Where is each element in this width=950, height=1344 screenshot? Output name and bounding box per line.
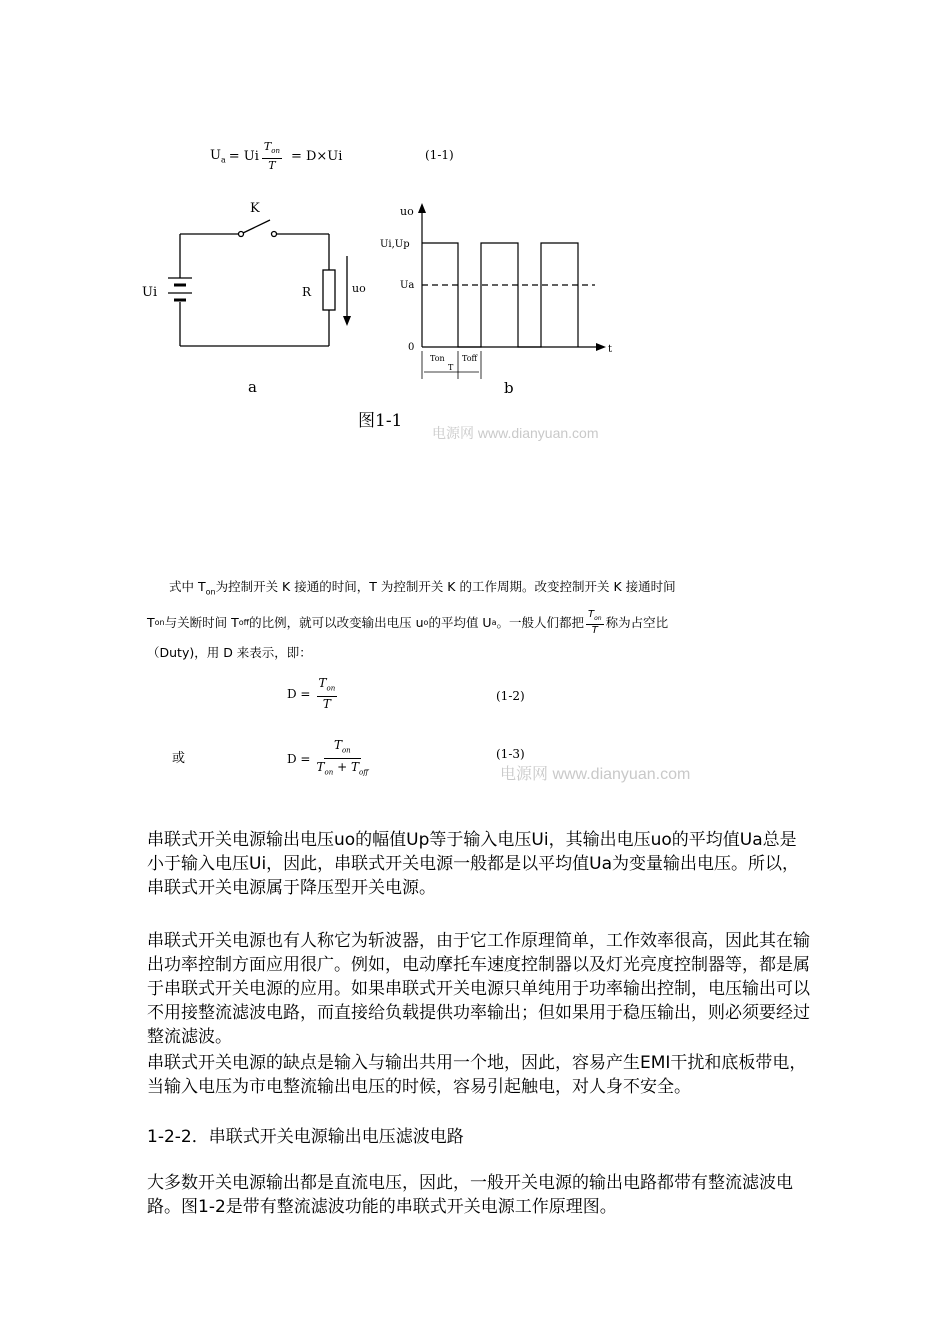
level-avg-label: Ua xyxy=(400,280,415,291)
output-arrow-head xyxy=(343,316,351,326)
paragraph-2: 串联式开关电源也有人称它为斩波器，由于它工作原理简单，工作效率很高，因此其在输出功率控制方面应用很广。例如，电动摩托车速度控制器以及灯光亮度控制器等，都是属于串联式开关电源的应用。如果串联式开关电源只单纯用于功率输出控制，电压输出可以不用接整流滤波电路，而直接给负载提供功率输出；但如果用于稳压输出，则必须要经过整流滤波。 xyxy=(147,931,810,1047)
y-axis-label: uo xyxy=(400,205,414,218)
y-axis-arrow xyxy=(418,203,426,213)
switch-blade xyxy=(243,220,270,233)
formula-rhs: = D×Ui xyxy=(290,148,343,164)
x-axis-label: t xyxy=(608,344,613,355)
formula-number: (1-1) xyxy=(425,148,454,162)
formula-1-2-number: (1-2) xyxy=(496,689,525,703)
explanation-text xyxy=(147,572,707,668)
toff-label: Toff xyxy=(462,354,478,363)
formula-fraction: $\frac{T_{on}}{T}$ xyxy=(263,140,280,173)
formula-1-2-fraction: $\frac{T_{on}}{T}$ xyxy=(318,676,336,712)
waveform-diagram xyxy=(370,195,630,400)
formula-lhs: $U_a$ xyxy=(210,147,226,165)
pulse-waveform xyxy=(422,243,578,347)
caption-a: a xyxy=(248,378,257,396)
ton-label: Ton xyxy=(430,354,445,363)
switch-contact-right xyxy=(272,232,277,237)
source-label: Ui xyxy=(142,285,158,300)
section-heading: 1-2-2．串联式开关电源输出电压滤波电路 xyxy=(147,1127,464,1147)
output-label: uo xyxy=(352,282,366,295)
formula-1-3-number: (1-3) xyxy=(496,747,525,761)
circuit-diagram xyxy=(130,190,370,400)
formula-1-3: D = $\frac{T_{on}}{T_{on} + T_{off}}$ xyxy=(287,737,368,781)
inline-fraction: $\frac{T_{on}}{T}$ xyxy=(587,609,602,636)
explanation-line-3: （Duty)，用 D 来表示，即： xyxy=(147,644,312,660)
watermark: 电源网 www.dianyuan.com xyxy=(432,425,599,441)
paragraph-1: 串联式开关电源输出电压uo的幅值Up等于输入电压Ui，其输出电压uo的平均值Ua总是小于输入电压Ui，因此，串联式开关电源一般都是以平均值Ua为变量输出电压。所以，串联式开关电源属于降压型开关电源。 xyxy=(147,830,800,898)
watermark-2: 电源网 www.dianyuan.com xyxy=(500,766,691,783)
formula-1-1 xyxy=(210,140,342,172)
formula-eq: = Ui xyxy=(228,148,259,164)
caption-b: b xyxy=(504,379,514,397)
formula-1-3-fraction: $\frac{T_{on}}{T_{on} + T_{off}}$ xyxy=(316,738,369,777)
x-axis-arrow xyxy=(596,343,606,351)
origin-label: 0 xyxy=(408,342,415,353)
final-paragraph: 大多数开关电源输出都是直流电压，因此，一般开关电源的输出电路都带有整流滤波电路。图1-2是带有整流滤波功能的串联式开关电源工作原理图。 xyxy=(147,1173,793,1217)
level-high-label: Ui,Up xyxy=(380,239,410,250)
resistor-label: R xyxy=(302,285,312,299)
switch-label: K xyxy=(250,201,260,216)
formula-1-3-prefix: 或 xyxy=(172,751,186,766)
period-label: T xyxy=(448,363,454,372)
explanation-line-1: 式中 $T_{on}$为控制开关 K 接通的时间，T 为控制开关 K 的工作周期。改变控制开关 K 接通时间 xyxy=(169,579,676,597)
explanation-line-2: T on 与关断时间 T off 的比例，就可以改变输出电压 u o 的平均值 U a 。一般人们都把 $\frac{T_{on}}{T}$ 称为占空比 xyxy=(147,609,669,636)
formula-1-2: D = $\frac{T_{on}}{T}$ xyxy=(287,676,336,712)
figure-caption: 图1-1 xyxy=(358,411,403,431)
paragraph-3: 串联式开关电源的缺点是输入与输出共用一个地，因此，容易产生EMI干扰和底板带电，当输入电压为市电整流输出电压的时候，容易引起触电，对人身不安全。 xyxy=(147,1053,807,1097)
resistor-symbol xyxy=(323,270,335,310)
switch-contact-left xyxy=(239,232,244,237)
